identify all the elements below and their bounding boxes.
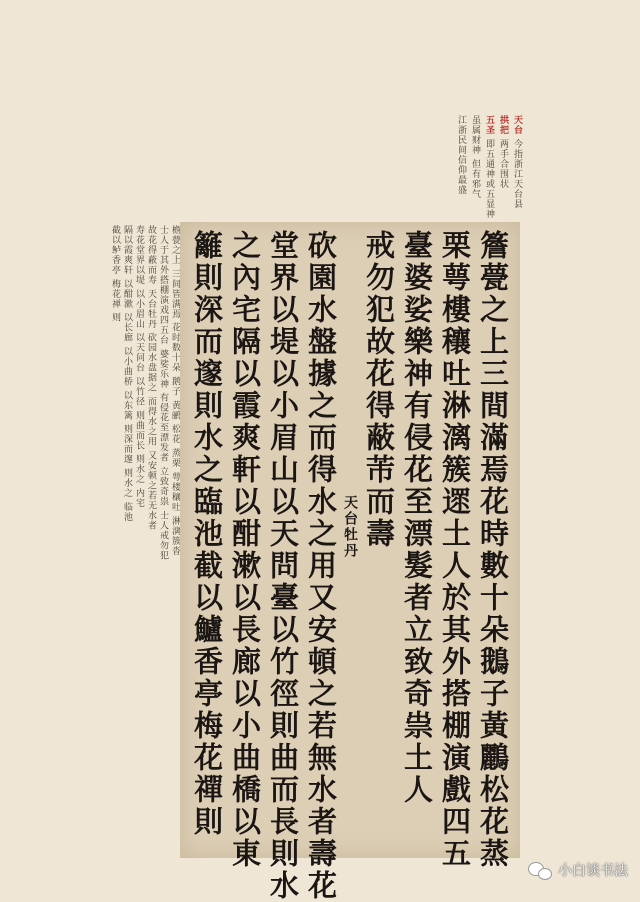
transcription-column: 隔以霞爽轩 以酣漱 以长廊 以小曲桥 以东篱 则深而邃 则水之 临池 <box>122 225 132 523</box>
calligraphy-title: 天台牡丹 <box>342 495 358 559</box>
note-text: 今指浙江天台县 <box>512 138 522 209</box>
watermark-text: 小白谈书法 <box>558 863 628 879</box>
calligraphy-column: 臺婆娑樂神有侵花至漂髮者立致奇祟土人 <box>400 230 434 806</box>
calligraphy-column: 簷甍之上三間滿焉花時數十朵鵝子黃鸝松花蒸 <box>476 230 510 870</box>
calligraphy-column: 栗萼樓穰吐淋漓簇遝土人於其外搭棚演戲四五 <box>438 230 472 870</box>
calligraphy-column: 堂界以堤以小眉山以天問臺以竹徑則曲而長則水 <box>266 230 300 902</box>
calligraphy-column: 戒勿犯故花得蔽芾而壽 <box>362 230 396 550</box>
note-term: 五圣 <box>484 115 494 135</box>
calligraphy-columns <box>190 230 510 902</box>
note-term: 拱把 <box>498 115 508 135</box>
note-term: 天台 <box>512 115 522 135</box>
note-text: 虽属财神 但有邪气 <box>470 115 480 199</box>
wechat-icon <box>528 860 552 880</box>
note-text: 即五通神或五显神 <box>484 138 494 219</box>
note-text: 两手合围状 <box>498 138 508 189</box>
transcription-column: 截以鲈香亭 梅花禅 则 <box>110 225 120 323</box>
transcription-column: 故花得蔽而寿 天台牡丹 砍园水盘据之 而得水之用 又安顿之若无水者 <box>146 225 156 531</box>
note-text: 江浙民间信仰最盛 <box>456 115 466 195</box>
calligraphy-column: 之內宅隔以霞爽軒以酣漱以長廊以小曲橋以東 <box>228 230 262 870</box>
calligraphy-column: 籬則深而邃則水之臨池截以鱸香亭梅花禪則 <box>190 230 224 838</box>
calligraphy-sheet <box>180 222 520 902</box>
transcription-text <box>110 225 180 855</box>
watermark <box>528 860 628 880</box>
transcription-column: 士人于其外搭棚演戏四五台 婆娑乐神 有侵花至漂发者 立致奇祟 士人戒勿犯 <box>158 225 168 561</box>
calligraphy-column: 砍園水盤據之而得水之用又安頓之若無水者壽花 <box>304 230 338 902</box>
transcription-column: 寿花堂界以堤 以小眉山 以天问台 以竹径 则曲而长 则水之 内宅 <box>134 225 144 509</box>
transcription-column: 檐甍之上 三间皆满焉 花时数十朵 鹅子 黄鹂 松花 蒸栗 萼楼穰吐 淋漓簇沓 <box>170 225 180 556</box>
